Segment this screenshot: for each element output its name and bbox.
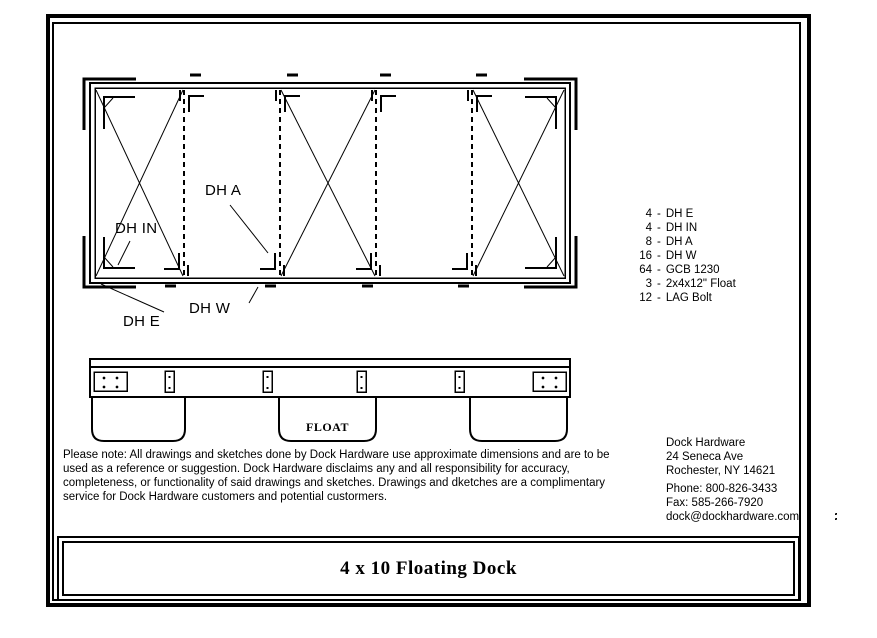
leader-dh-a [230, 205, 268, 253]
contact-block [666, 436, 799, 524]
parts-list-item [634, 291, 736, 305]
part-separator: - [657, 236, 661, 248]
leader-dh-in [118, 241, 130, 265]
part-name: DH IN [665, 222, 698, 234]
part-name: 2x4x12" Float [665, 278, 736, 290]
page-title: 4 x 10 Floating Dock [340, 557, 517, 579]
part-qty: 4 [645, 208, 652, 220]
parts-list-item [634, 249, 736, 263]
strap-plates [165, 371, 464, 392]
part-separator: - [657, 278, 661, 290]
part-separator: - [657, 222, 661, 234]
float-left [92, 398, 185, 441]
disclaimer-line: service for Dock Hardware customers and potential custormers. [63, 491, 388, 503]
city-line: Rochester, NY 14621 [666, 465, 776, 477]
disclaimer-line: used as a reference or suggestion. Dock Hardware disclaims any and all responsibility for accuracy, [63, 463, 570, 475]
label-float: FLOAT [306, 420, 349, 434]
stray-mark [835, 513, 837, 520]
part-qty: 16 [639, 250, 652, 262]
side-beam [90, 359, 570, 397]
label-dh-e: DH E [123, 313, 161, 330]
inner-corner-brackets [104, 97, 556, 268]
company-name: Dock Hardware [666, 437, 746, 449]
bolt-dots [103, 377, 558, 389]
part-qty: 8 [645, 236, 652, 248]
part-separator: - [657, 208, 661, 220]
parts-list-item [634, 277, 736, 291]
part-name: LAG Bolt [665, 292, 712, 304]
label-dh-in: DH IN [115, 220, 158, 237]
part-separator: - [657, 292, 661, 304]
title-block [57, 536, 800, 601]
edge-ticks [165, 75, 487, 286]
part-name: DH W [665, 250, 697, 262]
phone-line: Phone: 800-826-3433 [666, 483, 778, 495]
parts-list-item [634, 207, 736, 221]
dock-top-view [84, 75, 576, 312]
label-dh-w: DH W [189, 300, 231, 317]
label-dh-a: DH A [205, 182, 242, 199]
part-qty: 12 [639, 292, 652, 304]
disclaimer-line: Please note: All drawings and sketches done by Dock Hardware use approximate dimensions and are to be [63, 449, 610, 461]
part-separator: - [657, 250, 661, 262]
end-plate [533, 372, 566, 391]
parts-list [634, 207, 736, 305]
parts-list-item [634, 235, 736, 249]
disclaimer-note [63, 448, 610, 504]
disclaimer-line: completeness, or functionality of said drawings and sketches. Drawings and dketches are a complimentary [63, 477, 606, 489]
frame-inner-rect [95, 88, 565, 278]
part-name: GCB 1230 [665, 264, 720, 276]
end-plate [94, 372, 127, 391]
part-separator: - [657, 264, 661, 276]
cross-braces [96, 90, 564, 276]
title-block-inner [62, 541, 795, 596]
leader-dh-w [249, 287, 258, 303]
outer-corner-brackets [84, 79, 576, 287]
frame-outer-rect [90, 83, 570, 283]
part-name: DH A [665, 236, 693, 248]
address-line: 24 Seneca Ave [666, 451, 744, 463]
part-qty: 3 [645, 278, 652, 290]
fax-line: Fax: 585-266-7920 [666, 497, 764, 509]
parts-list-item [634, 263, 736, 277]
part-name: DH E [665, 208, 694, 220]
part-qty: 64 [639, 264, 652, 276]
float-right [470, 398, 567, 441]
parts-list-item [634, 221, 736, 235]
email-line: dock@dockhardware.com [666, 511, 800, 523]
strap-bolt-dots [168, 376, 460, 389]
part-qty: 4 [645, 222, 652, 234]
corner-diagonal-ticks [104, 98, 556, 267]
